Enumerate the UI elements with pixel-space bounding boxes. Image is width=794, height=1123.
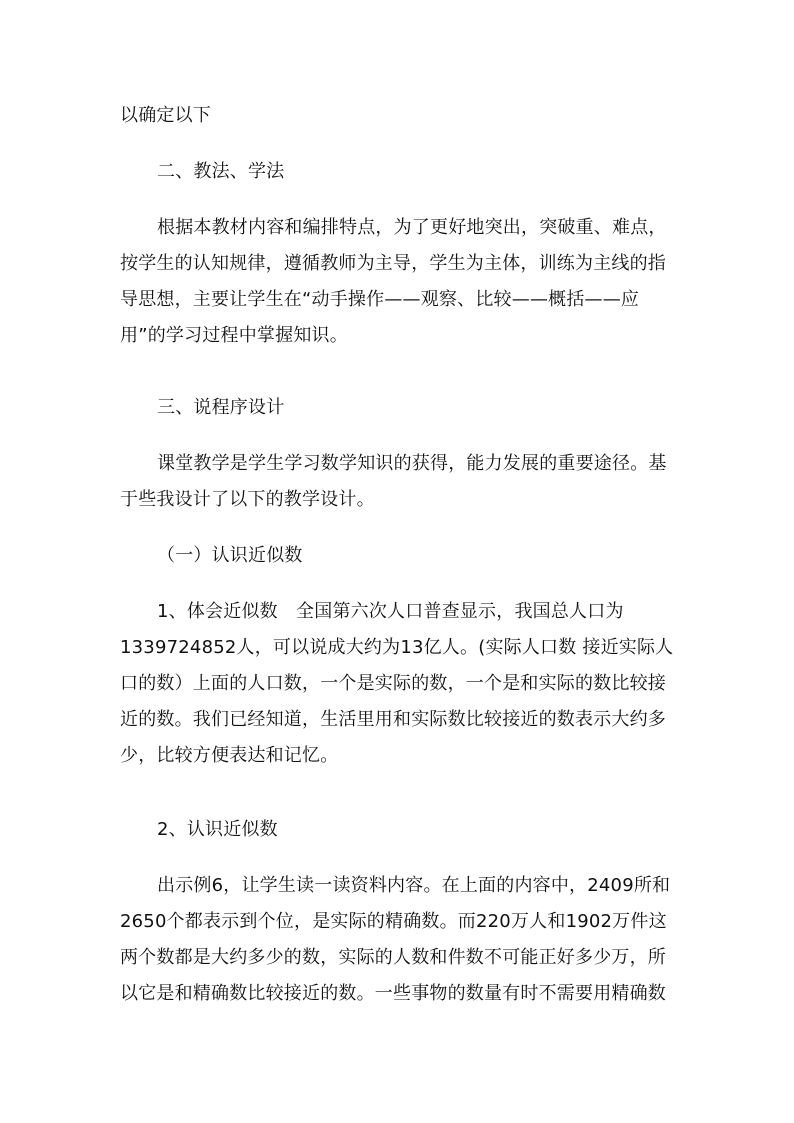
heading-text: 2、认识近似数 [157, 819, 278, 840]
text-line: 近的数。我们已经知道，生活里用和实际数比较接近的数表示大约多 [120, 709, 666, 730]
paragraph-intro-tail [120, 98, 680, 134]
text-line: 1339724852人，可以说成大约为13亿人。(实际人口数 接近实际人 [120, 637, 674, 658]
text-line: 少，比较方便表达和记忆。 [120, 745, 339, 766]
text-line: 2650个都表示到个位，是实际的精确数。而220万人和1902万件这 [120, 911, 667, 932]
subsection-heading-recognize-approximate [120, 812, 680, 848]
text-line: 出示例6，让学生读一读资料内容。在上面的内容中，2409所和 [157, 875, 671, 896]
text-line: 课堂教学是学生学习数学知识的获得，能力发展的重要途径。基 [157, 453, 667, 474]
section-heading-program-design [120, 390, 680, 426]
text-line: 导思想，主要让学生在“动手操作——观察、比较——概括——应 [120, 289, 640, 310]
paragraph-teaching-methods [120, 210, 680, 354]
subsection-heading-approximate-numbers [120, 538, 680, 574]
paragraph-experience-approximate [120, 594, 680, 774]
text-line: 以确定以下 [120, 105, 211, 126]
text-line: 按学生的认知规律，遵循教师为主导，学生为主体，训练为主线的指 [120, 253, 666, 274]
text-line: 1、体会近似数 全国第六次人口普查显示，我国总人口为 [157, 601, 624, 622]
paragraph-program-design [120, 446, 680, 518]
heading-text: （一）认识近似数 [157, 545, 303, 566]
text-line: 以它是和精确数比较接近的数。一些事物的数量有时不需要用精确数 [120, 983, 666, 1004]
text-line: 根据本教材内容和编排特点，为了更好地突出，突破重、难点， [157, 217, 667, 238]
heading-text: 三、说程序设计 [157, 397, 285, 418]
text-line: 用”的学习过程中掌握知识。 [120, 325, 348, 346]
text-line: 两个数都是大约多少的数，实际的人数和件数不可能正好多少万，所 [120, 947, 666, 968]
paragraph-example-6 [120, 868, 680, 1012]
section-heading-teaching-methods [120, 154, 680, 190]
text-line: 于些我设计了以下的教学设计。 [120, 489, 375, 510]
heading-text: 二、教法、学法 [157, 161, 285, 182]
text-line: 口的数）上面的人口数，一个是实际的数，一个是和实际的数比较接 [120, 673, 666, 694]
